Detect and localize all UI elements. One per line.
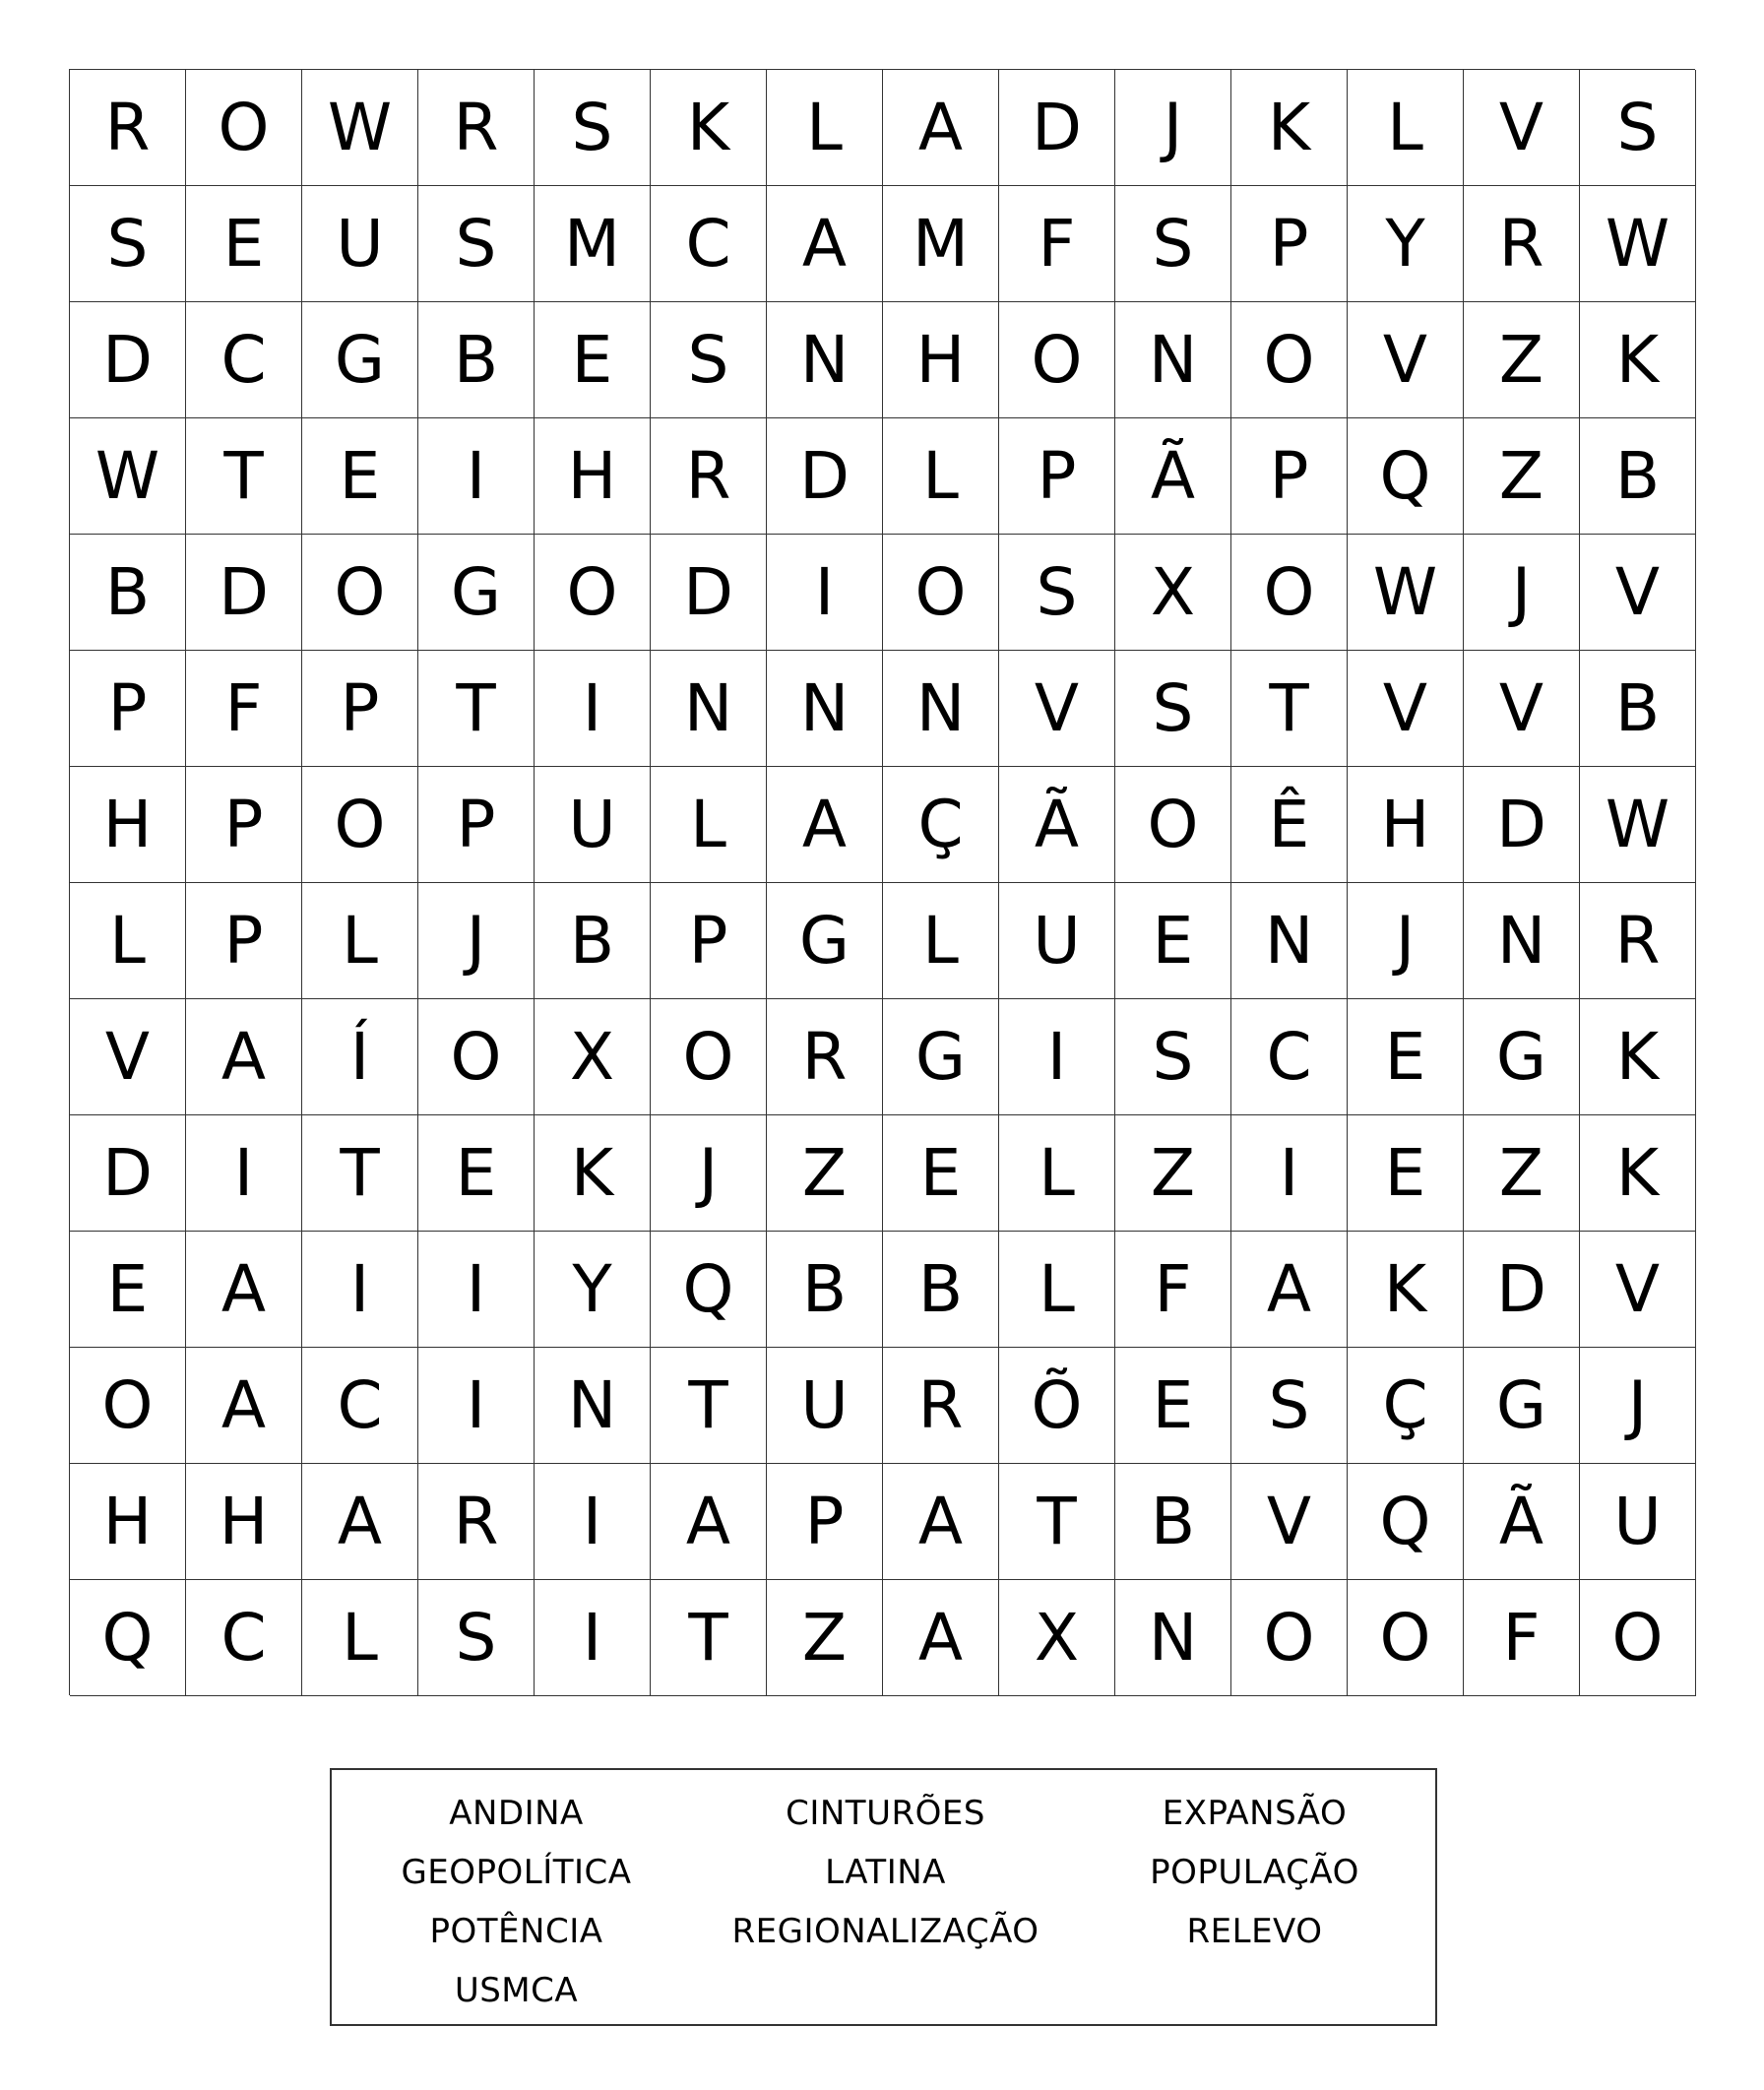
grid-cell[interactable]: S [1231,1348,1348,1464]
grid-cell[interactable]: Z [1115,1115,1231,1232]
grid-cell[interactable]: H [186,1464,302,1580]
grid-cell[interactable]: S [418,186,535,302]
grid-cell[interactable]: O [651,999,767,1115]
grid-cell[interactable]: J [1580,1348,1696,1464]
grid-cell[interactable]: C [651,186,767,302]
grid-cell[interactable]: B [1115,1464,1231,1580]
grid-cell[interactable]: T [418,651,535,767]
grid-cell[interactable]: O [1115,767,1231,883]
word-bank [330,1768,1437,2026]
grid-cell[interactable]: R [70,70,186,186]
grid-cell[interactable]: O [1580,1580,1696,1696]
grid-cell[interactable]: B [883,1232,999,1348]
grid-cell[interactable]: U [302,186,418,302]
grid-cell[interactable]: O [1348,1580,1464,1696]
grid-cell[interactable]: A [651,1464,767,1580]
grid-cell[interactable]: O [1231,1580,1348,1696]
word-column-1 [332,1784,701,2020]
grid-cell[interactable]: T [186,418,302,535]
grid-cell[interactable]: A [186,999,302,1115]
grid-cell[interactable]: L [999,1115,1115,1232]
grid-cell[interactable]: N [651,651,767,767]
grid-cell[interactable]: H [883,302,999,418]
grid-cell[interactable]: H [70,767,186,883]
grid-cell[interactable]: O [186,70,302,186]
word-item: LATINA [825,1853,946,1892]
grid-cell[interactable]: N [767,302,883,418]
grid-cell[interactable]: D [767,418,883,535]
grid-cell[interactable]: D [651,535,767,651]
grid-cell[interactable]: S [1115,186,1231,302]
grid-cell[interactable]: B [767,1232,883,1348]
word-column-2 [701,1784,1070,1961]
grid-cell[interactable]: J [1464,535,1580,651]
grid-cell[interactable]: E [418,1115,535,1232]
grid-cell[interactable]: G [302,302,418,418]
grid-cell[interactable]: R [418,70,535,186]
grid-cell[interactable]: O [535,535,651,651]
grid-cell[interactable]: O [883,535,999,651]
grid-cell[interactable]: O [302,767,418,883]
grid-cell[interactable]: K [535,1115,651,1232]
grid-cell[interactable]: H [535,418,651,535]
grid-cell[interactable]: O [70,1348,186,1464]
grid-cell[interactable]: A [186,1348,302,1464]
grid-cell[interactable]: U [535,767,651,883]
grid-cell[interactable]: R [767,999,883,1115]
grid-cell[interactable]: L [302,883,418,999]
grid-cell[interactable]: P [418,767,535,883]
grid-cell[interactable]: F [999,186,1115,302]
grid-cell[interactable]: N [535,1348,651,1464]
grid-cell[interactable]: I [1231,1115,1348,1232]
grid-cell[interactable]: E [1348,999,1464,1115]
grid-cell[interactable]: N [767,651,883,767]
grid-cell[interactable]: P [302,651,418,767]
grid-cell[interactable]: I [418,1348,535,1464]
grid-cell[interactable]: K [651,70,767,186]
grid-cell[interactable]: B [1580,651,1696,767]
grid-cell[interactable]: V [1348,302,1464,418]
grid-cell[interactable]: H [70,1464,186,1580]
grid-cell[interactable]: D [999,70,1115,186]
grid-cell[interactable]: I [535,1464,651,1580]
grid-cell[interactable]: L [883,883,999,999]
word-item: GEOPOLÍTICA [401,1853,632,1892]
grid-cell[interactable]: A [883,70,999,186]
grid-cell[interactable]: A [767,186,883,302]
grid-cell[interactable]: P [186,767,302,883]
grid-cell[interactable]: Z [1464,418,1580,535]
grid-cell[interactable]: Z [767,1115,883,1232]
grid-cell[interactable]: I [418,1232,535,1348]
word-item: RELEVO [1186,1912,1323,1951]
grid-cell[interactable]: A [186,1232,302,1348]
grid-cell[interactable]: Ã [1464,1464,1580,1580]
grid-cell[interactable]: I [418,418,535,535]
grid-cell[interactable]: W [1580,767,1696,883]
grid-cell[interactable]: C [186,1580,302,1696]
grid-cell[interactable]: S [999,535,1115,651]
grid-cell[interactable]: L [651,767,767,883]
grid-cell[interactable]: I [999,999,1115,1115]
grid-cell[interactable]: P [70,651,186,767]
grid-cell[interactable]: I [535,651,651,767]
grid-cell[interactable]: N [1115,1580,1231,1696]
word-item: CINTURÕES [786,1794,985,1833]
grid-cell[interactable]: M [535,186,651,302]
grid-cell[interactable]: L [767,70,883,186]
word-column-3 [1070,1784,1439,1961]
grid-cell[interactable]: Y [535,1232,651,1348]
word-item: REGIONALIZAÇÃO [731,1912,1040,1951]
word-item: ANDINA [449,1794,584,1833]
grid-cell[interactable]: E [302,418,418,535]
grid-cell[interactable]: J [1348,883,1464,999]
grid-cell[interactable]: V [1580,535,1696,651]
word-item: USMCA [454,1971,579,2010]
grid-cell[interactable]: Q [70,1580,186,1696]
grid-cell[interactable]: Ã [1115,418,1231,535]
grid-cell[interactable]: Q [1348,418,1464,535]
grid-cell[interactable]: Õ [999,1348,1115,1464]
grid-cell[interactable]: D [1464,1232,1580,1348]
grid-cell[interactable]: Z [1464,302,1580,418]
grid-cell[interactable]: O [999,302,1115,418]
grid-cell[interactable]: B [535,883,651,999]
grid-cell[interactable]: E [883,1115,999,1232]
word-item: EXPANSÃO [1162,1794,1348,1833]
grid-cell[interactable]: J [651,1115,767,1232]
grid-cell[interactable]: Q [1348,1464,1464,1580]
grid-cell[interactable]: V [70,999,186,1115]
grid-cell[interactable]: Ê [1231,767,1348,883]
grid-cell[interactable]: I [186,1115,302,1232]
grid-cell[interactable]: D [186,535,302,651]
grid-cell[interactable]: R [651,418,767,535]
letter-grid [69,69,1695,1695]
grid-cell[interactable]: K [1580,999,1696,1115]
grid-cell[interactable]: G [1464,1348,1580,1464]
grid-cell[interactable]: P [1231,418,1348,535]
grid-cell[interactable]: U [999,883,1115,999]
grid-cell[interactable]: O [1231,302,1348,418]
grid-cell[interactable]: F [1115,1232,1231,1348]
grid-cell[interactable]: S [70,186,186,302]
grid-cell[interactable]: O [302,535,418,651]
grid-cell[interactable]: V [999,651,1115,767]
grid-cell[interactable]: W [302,70,418,186]
grid-cell[interactable]: W [70,418,186,535]
grid-cell[interactable]: E [70,1232,186,1348]
grid-cell[interactable]: P [767,1464,883,1580]
grid-cell[interactable]: K [1231,70,1348,186]
grid-cell[interactable]: X [1115,535,1231,651]
grid-cell[interactable]: G [767,883,883,999]
grid-cell[interactable]: G [1464,999,1580,1115]
grid-cell[interactable]: K [1580,302,1696,418]
grid-cell[interactable]: O [418,999,535,1115]
grid-cell[interactable]: T [302,1115,418,1232]
grid-cell[interactable]: C [186,302,302,418]
grid-cell[interactable]: N [1464,883,1580,999]
grid-cell[interactable]: T [651,1348,767,1464]
grid-cell[interactable]: S [535,70,651,186]
grid-cell[interactable]: V [1231,1464,1348,1580]
grid-cell[interactable]: W [1580,186,1696,302]
grid-cell[interactable]: S [1115,999,1231,1115]
grid-cell[interactable]: R [1580,883,1696,999]
grid-cell[interactable]: E [1348,1115,1464,1232]
word-item: POTÊNCIA [429,1912,603,1951]
grid-cell[interactable]: V [1348,651,1464,767]
grid-cell[interactable]: T [999,1464,1115,1580]
grid-cell[interactable]: B [1580,418,1696,535]
grid-cell[interactable]: C [1231,999,1348,1115]
grid-cell[interactable]: L [1348,70,1464,186]
grid-cell[interactable]: N [1231,883,1348,999]
grid-cell[interactable]: T [651,1580,767,1696]
grid-cell[interactable]: W [1348,535,1464,651]
grid-cell[interactable]: J [418,883,535,999]
grid-cell[interactable]: C [302,1348,418,1464]
grid-cell[interactable]: I [302,1232,418,1348]
grid-cell[interactable]: V [1580,1232,1696,1348]
grid-cell[interactable]: Z [767,1580,883,1696]
grid-cell[interactable]: S [1115,651,1231,767]
grid-cell[interactable]: P [651,883,767,999]
grid-cell[interactable]: I [767,535,883,651]
grid-cell[interactable]: O [1231,535,1348,651]
grid-cell[interactable]: K [1580,1115,1696,1232]
grid-cell[interactable]: E [186,186,302,302]
grid-cell[interactable]: X [535,999,651,1115]
grid-cell[interactable]: P [186,883,302,999]
grid-cell[interactable]: L [302,1580,418,1696]
grid-cell[interactable]: V [1464,651,1580,767]
grid-cell[interactable]: X [999,1580,1115,1696]
grid-cell[interactable]: R [418,1464,535,1580]
grid-cell[interactable]: Y [1348,186,1464,302]
grid-cell[interactable]: Z [1464,1115,1580,1232]
grid-cell[interactable]: I [535,1580,651,1696]
grid-cell[interactable]: F [186,651,302,767]
grid-cell[interactable]: N [883,651,999,767]
grid-cell[interactable]: J [1115,70,1231,186]
grid-cell[interactable]: G [883,999,999,1115]
grid-cell[interactable]: R [1464,186,1580,302]
grid-cell[interactable]: Ç [1348,1348,1464,1464]
grid-cell[interactable]: A [1231,1232,1348,1348]
grid-cell[interactable]: T [1231,651,1348,767]
grid-cell[interactable]: D [70,302,186,418]
grid-cell[interactable]: N [1115,302,1231,418]
grid-cell[interactable]: A [767,767,883,883]
grid-cell[interactable]: L [999,1232,1115,1348]
grid-cell[interactable]: D [1464,767,1580,883]
grid-cell[interactable]: S [651,302,767,418]
grid-cell[interactable]: E [1115,883,1231,999]
grid-cell[interactable]: S [1580,70,1696,186]
grid-cell[interactable]: E [535,302,651,418]
grid-cell[interactable]: A [302,1464,418,1580]
grid-cell[interactable]: P [999,418,1115,535]
grid-cell[interactable]: D [70,1115,186,1232]
grid-cell[interactable]: U [767,1348,883,1464]
grid-cell[interactable]: F [1464,1580,1580,1696]
grid-cell[interactable]: A [883,1464,999,1580]
grid-cell[interactable]: G [418,535,535,651]
grid-cell[interactable]: M [883,186,999,302]
grid-cell[interactable]: V [1464,70,1580,186]
grid-cell[interactable]: Í [302,999,418,1115]
grid-cell[interactable]: A [883,1580,999,1696]
grid-cell[interactable]: Ã [999,767,1115,883]
word-item: POPULAÇÃO [1150,1853,1359,1892]
grid-cell[interactable]: H [1348,767,1464,883]
grid-cell[interactable]: Q [651,1232,767,1348]
grid-cell[interactable]: K [1348,1232,1464,1348]
grid-cell[interactable]: R [883,1348,999,1464]
grid-cell[interactable]: L [70,883,186,999]
grid-cell[interactable]: B [418,302,535,418]
grid-cell[interactable]: P [1231,186,1348,302]
grid-cell[interactable]: L [883,418,999,535]
grid-cell[interactable]: U [1580,1464,1696,1580]
grid-cell[interactable]: S [418,1580,535,1696]
grid-cell[interactable]: E [1115,1348,1231,1464]
grid-cell[interactable]: B [70,535,186,651]
grid-cell[interactable]: Ç [883,767,999,883]
